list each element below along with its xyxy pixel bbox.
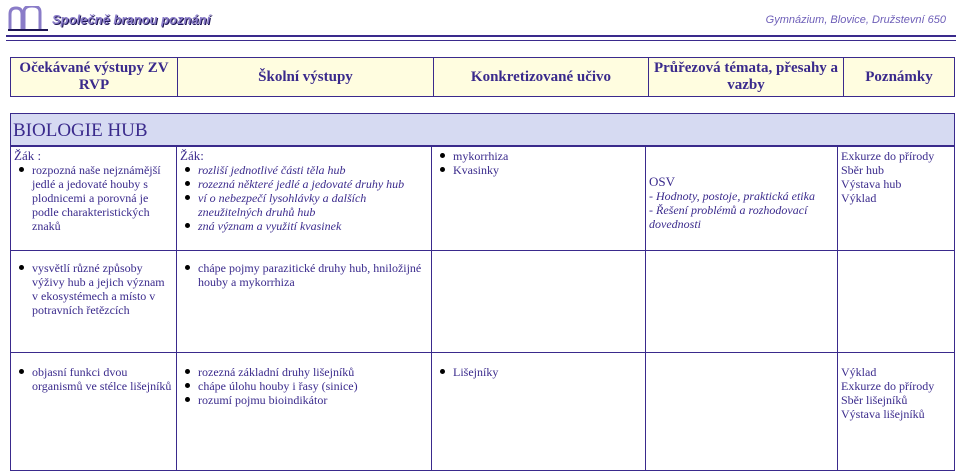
site-title: Společně branou poznání — [52, 11, 211, 27]
list-item: vysvětlí různé způsoby výživy hub a jejich význam v ekosystémech a místo v potravních řetězcích — [32, 261, 173, 317]
table-row — [11, 147, 955, 251]
list-item: rozezná základní druhy lišejníků — [198, 365, 428, 379]
school-cell — [177, 353, 432, 471]
list-item: chápe úlohu houby i řasy (sinice) — [198, 379, 428, 393]
list-item: rozliší jednotlivé části těla hub — [198, 163, 428, 177]
list-item: chápe pojmy parazitické druhy hub, hniložijné houby a mykorrhiza — [198, 261, 428, 289]
column-header: Konkretizované učivo — [434, 58, 649, 97]
top-bar — [0, 0, 960, 38]
column-header: Poznámky — [844, 58, 955, 97]
section-title: BIOLOGIE HUB — [13, 120, 148, 141]
cross-cell — [646, 147, 838, 251]
note-item: Výklad — [841, 365, 877, 379]
list-item: zná význam a využití kvasinek — [198, 219, 428, 233]
note-item: Exkurze do přírody — [841, 149, 935, 163]
note-item: Exkurze do přírody — [841, 379, 935, 393]
curriculum-table — [10, 146, 955, 471]
rvp-cell — [11, 147, 177, 251]
note-item: Sběr lišejníků — [841, 393, 908, 407]
table-row — [11, 251, 955, 353]
cross-topic-item: - Hodnoty, postoje, praktická etika — [649, 189, 815, 203]
rvp-cell — [11, 353, 177, 471]
cross-topic-item: - Řešení problémů a rozhodovací dovednosti — [649, 203, 808, 231]
table-row — [11, 353, 955, 471]
column-header-table — [10, 57, 955, 97]
header-divider — [6, 35, 956, 37]
notes-cell — [838, 353, 955, 471]
list-item: Kvasinky — [453, 163, 642, 177]
note-item: Výklad — [841, 191, 877, 205]
logo — [6, 6, 210, 32]
student-label: Žák : — [14, 148, 42, 163]
cross-topic-title: OSV — [649, 174, 676, 189]
list-item: ví o nebezpečí lysohlávky a dalších zneužitelných druhů hub — [198, 191, 428, 219]
school-name: Gymnázium, Blovice, Družstevní 650 — [765, 14, 946, 26]
notes-cell — [838, 147, 955, 251]
content-cell — [432, 353, 646, 471]
list-item: rozpozná naše nejznámější jedlé a jedovaté houby s plodnicemi a porovná je podle charakteristických znaků — [32, 163, 173, 233]
list-item: objasní funkci dvou organismů ve stélce lišejníků — [32, 365, 172, 393]
list-item: rozumí pojmu bioindikátor — [198, 393, 428, 407]
school-cell — [177, 251, 432, 353]
note-item: Výstava hub — [841, 177, 902, 191]
list-item: Lišejníky — [453, 365, 642, 379]
column-header: Očekávané výstupy ZV RVP — [11, 58, 178, 97]
column-header: Školní výstupy — [178, 58, 434, 97]
note-item: Výstava lišejníků — [841, 407, 925, 421]
school-cell — [177, 147, 432, 251]
list-item: mykorrhiza — [453, 149, 642, 163]
content-cell — [432, 147, 646, 251]
list-item: rozezná některé jedlé a jedovaté druhy hub — [198, 177, 428, 191]
cross-cell — [646, 251, 838, 353]
rvp-cell — [11, 251, 177, 353]
column-header: Průřezová témata, přesahy a vazby — [649, 58, 844, 97]
notes-cell — [838, 251, 955, 353]
student-label: Žák: — [180, 148, 204, 163]
content-cell — [432, 251, 646, 353]
section-band — [10, 113, 955, 146]
cross-cell — [646, 353, 838, 471]
gate-logo-icon — [6, 6, 50, 32]
header-divider-thin — [6, 40, 956, 41]
note-item: Sběr hub — [841, 163, 884, 177]
